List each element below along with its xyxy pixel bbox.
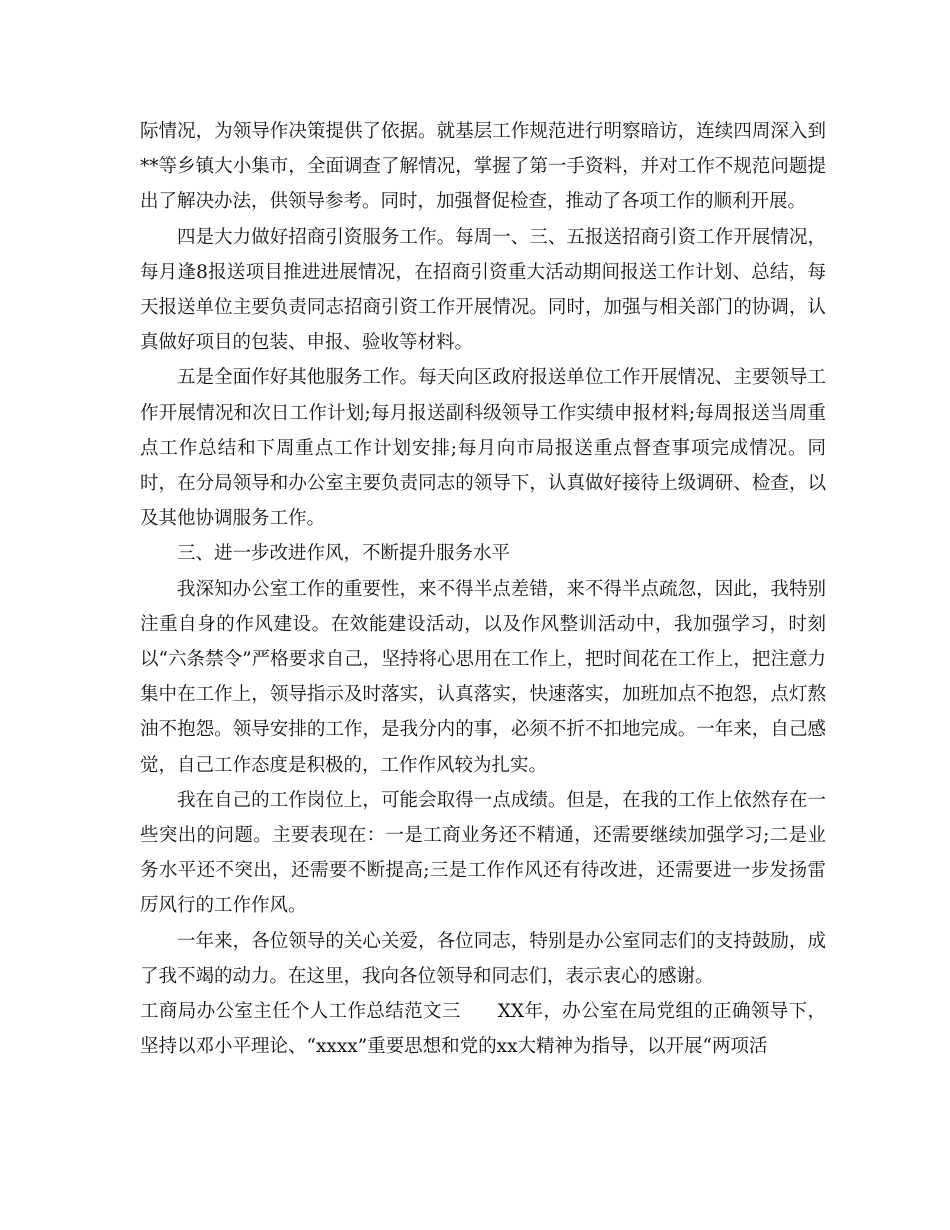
paragraph-investment-service: 四是大力做好招商引资服务工作。每周一、三、五报送招商引资工作开展情况，每月逢8报送项目推进进展情况，在招商引资重大活动期间报送工作计划、总结，每天报送单位主要负责同志招商引资工作开展情况。同时，加强与相关部门的协调，认真做好项目的包装、申报、验收等材料。 — [140, 226, 826, 354]
paragraph-thanks: 一年来，各位领导的关心关爱，各位同志，特别是办公室同志们的支持鼓励，成了我不竭的动力。在这里，我向各位领导和同志们，表示衷心的感谢。 — [140, 930, 826, 987]
paragraph-problems: 我在自己的工作岗位上，可能会取得一点成绩。但是，在我的工作上依然存在一些突出的问题。主要表现在：一是工商业务还不精通，还需要继续加强学习;二是业务水平还不突出，还需要不断提高;三是工作作风还有待改进，还需要进一步发扬雷厉风行的工作作风。 — [140, 789, 826, 917]
closing-section — [140, 994, 826, 1064]
paragraph-other-service: 五是全面作好其他服务工作。每天向区政府报送单位工作开展情况、主要领导工作开展情况和次日工作计划;每月报送副科级领导工作实绩申报材料;每周报送当周重点工作总结和下周重点工作计划安排;每月向市局报送重点督查事项完成情况。同时，在分局领导和办公室主要负责同志的领导下，认真做好接待上级调研、检查，以及其他协调服务工作。 — [140, 367, 826, 530]
document-page — [140, 114, 826, 1064]
next-article-title: 工商局办公室主任个人工作总结范文三 — [140, 1001, 461, 1023]
section-heading: 三、进一步改进作风，不断提升服务水平 — [177, 543, 511, 565]
paragraph-work-style: 我深知办公室工作的重要性，来不得半点差错，来不得半点疏忽，因此，我特别注重自身的作风建设。在效能建设活动，以及作风整训活动中，我加强学习，时刻以“六条禁令”严格要求自己，坚持将心思用在工作上，把时间花在工作上，把注意力集中在工作上，领导指示及时落实，认真落实，快速落实，加班加点不抱怨，点灯熬油不抱怨。领导安排的工作，是我分内的事，必须不折不扣地完成。一年来，自己感觉，自己工作态度是积极的，工作作风较为扎实。 — [140, 578, 826, 776]
paragraph-continuation: 际情况，为领导作决策提供了依据。就基层工作规范进行明察暗访，连续四周深入到**等乡镇大小集市，全面调查了解情况，掌握了第一手资料，并对工作不规范问题提出了解决办法，供领导参考。同时，加强督促检查，推动了各项工作的顺利开展。 — [140, 121, 826, 213]
next-article-body: XX年，办公室在局党组的正确领导下，坚持以邓小平理论、“xxxx”重要思想和党的xx大精神为指导，以开展“两项活 — [140, 1001, 826, 1058]
